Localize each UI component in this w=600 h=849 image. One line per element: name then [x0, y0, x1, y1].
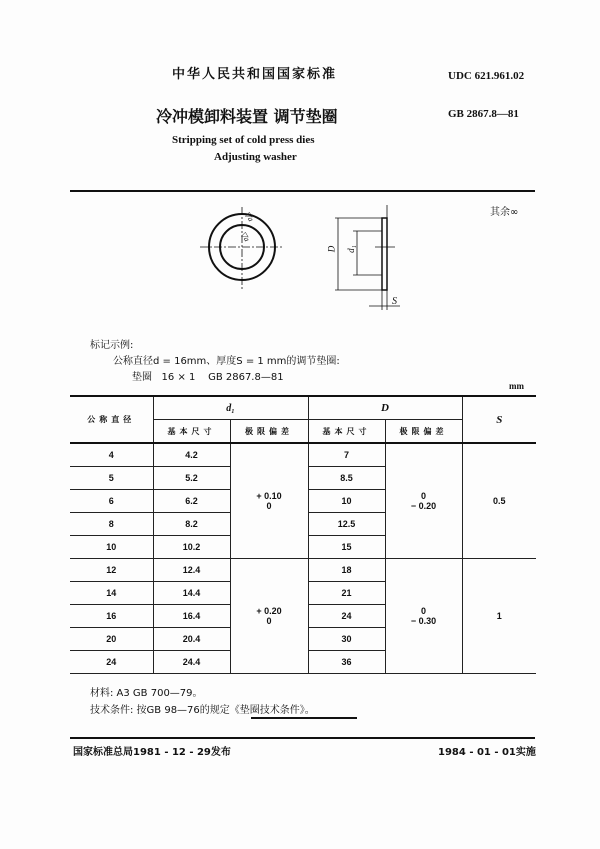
d1-tolerance-cell	[230, 443, 308, 559]
d1-basic-cell: 5.2	[153, 467, 230, 490]
D-basic-cell: 8.5	[308, 467, 385, 490]
header-D-basic: 基本尺寸	[308, 420, 385, 444]
tolerance-lower: − 0.30	[410, 616, 437, 626]
header-D: D	[308, 396, 462, 420]
technical-conditions-note: 技术条件: 按GB 98—76的规定《垫圈技术条件》。	[90, 705, 315, 716]
unit-label: mm	[509, 381, 524, 391]
marking-example-line2: 垫圈 16 × 1 GB 2867.8—81	[132, 372, 284, 383]
D-tolerance-cell	[385, 559, 462, 674]
d1-basic-cell: 6.2	[153, 490, 230, 513]
header-D-tolerance: 极限偏差	[385, 420, 462, 444]
nominal-diameter-cell: 5	[70, 467, 153, 490]
header-rule	[70, 190, 535, 192]
table-row	[70, 559, 536, 582]
header-S: S	[462, 396, 536, 443]
title-english-2: Adjusting washer	[214, 151, 297, 163]
washer-drawing	[195, 205, 435, 325]
header-nominal-diameter: 公称直径	[70, 396, 153, 443]
title-chinese: 冷冲模卸料装置 调节垫圈	[156, 107, 338, 126]
marking-example-heading: 标记示例:	[90, 340, 134, 351]
thickness-S-cell: 1	[462, 559, 536, 674]
D-basic-cell: 21	[308, 582, 385, 605]
issuing-country-heading: 中华人民共和国国家标准	[172, 67, 338, 82]
material-note: 材料: A3 GB 700—79。	[90, 688, 203, 699]
tolerance-lower: 0	[266, 616, 272, 626]
d1-basic-cell: 14.4	[153, 582, 230, 605]
nominal-diameter-cell: 4	[70, 443, 153, 467]
udc-code: UDC 621.961.02	[448, 70, 525, 82]
tolerance-upper: 0	[420, 606, 426, 616]
D-basic-cell: 24	[308, 605, 385, 628]
d1-tolerance-cell	[230, 559, 308, 674]
roughness-symbol-outer: ▽a	[242, 209, 256, 224]
d1-basic-cell: 10.2	[153, 536, 230, 559]
nominal-diameter-cell: 6	[70, 490, 153, 513]
d1-basic-cell: 20.4	[153, 628, 230, 651]
tolerance-upper: + 0.20	[256, 606, 282, 616]
footer-rule	[70, 737, 535, 739]
table-row	[70, 443, 536, 467]
header-d1: d₁	[153, 396, 308, 420]
D-tolerance-cell	[385, 443, 462, 559]
tolerance-upper: 0	[420, 491, 426, 501]
title-english-1: Stripping set of cold press dies	[172, 134, 315, 146]
gb-number: GB 2867.8—81	[448, 108, 519, 120]
nominal-diameter-cell: 16	[70, 605, 153, 628]
marking-example-line1: 公称直径d = 16mm、厚度S = 1 mm的调节垫圈:	[113, 356, 340, 367]
dimensions-table	[70, 395, 536, 674]
nominal-diameter-cell: 20	[70, 628, 153, 651]
D-basic-cell: 30	[308, 628, 385, 651]
D-basic-cell: 12.5	[308, 513, 385, 536]
dimension-S-label: S	[392, 296, 397, 307]
d1-basic-cell: 8.2	[153, 513, 230, 536]
D-basic-cell: 36	[308, 651, 385, 674]
issue-date: 国家标准总局1981 - 12 - 29发布	[73, 747, 231, 758]
D-basic-cell: 10	[308, 490, 385, 513]
thickness-S-cell: 0.5	[462, 443, 536, 559]
roughness-symbol-inner: ▽a	[238, 229, 252, 244]
d1-basic-cell: 4.2	[153, 443, 230, 467]
header-d1-tolerance: 极限偏差	[230, 420, 308, 444]
end-rule	[251, 717, 357, 719]
tolerance-lower: 0	[266, 501, 272, 511]
d1-basic-cell: 24.4	[153, 651, 230, 674]
nominal-diameter-cell: 12	[70, 559, 153, 582]
header-d1-basic: 基本尺寸	[153, 420, 230, 444]
dimension-d1-label: d₁	[345, 245, 356, 253]
D-basic-cell: 15	[308, 536, 385, 559]
roughness-note: 其余∞	[490, 207, 519, 218]
nominal-diameter-cell: 10	[70, 536, 153, 559]
tolerance-upper: + 0.10	[256, 491, 282, 501]
d1-basic-cell: 12.4	[153, 559, 230, 582]
tolerance-lower: − 0.20	[410, 501, 437, 511]
effective-date: 1984 - 01 - 01实施	[438, 747, 536, 758]
D-basic-cell: 7	[308, 443, 385, 467]
D-basic-cell: 18	[308, 559, 385, 582]
nominal-diameter-cell: 24	[70, 651, 153, 674]
dimension-D-label: D	[326, 245, 337, 253]
nominal-diameter-cell: 14	[70, 582, 153, 605]
nominal-diameter-cell: 8	[70, 513, 153, 536]
d1-basic-cell: 16.4	[153, 605, 230, 628]
